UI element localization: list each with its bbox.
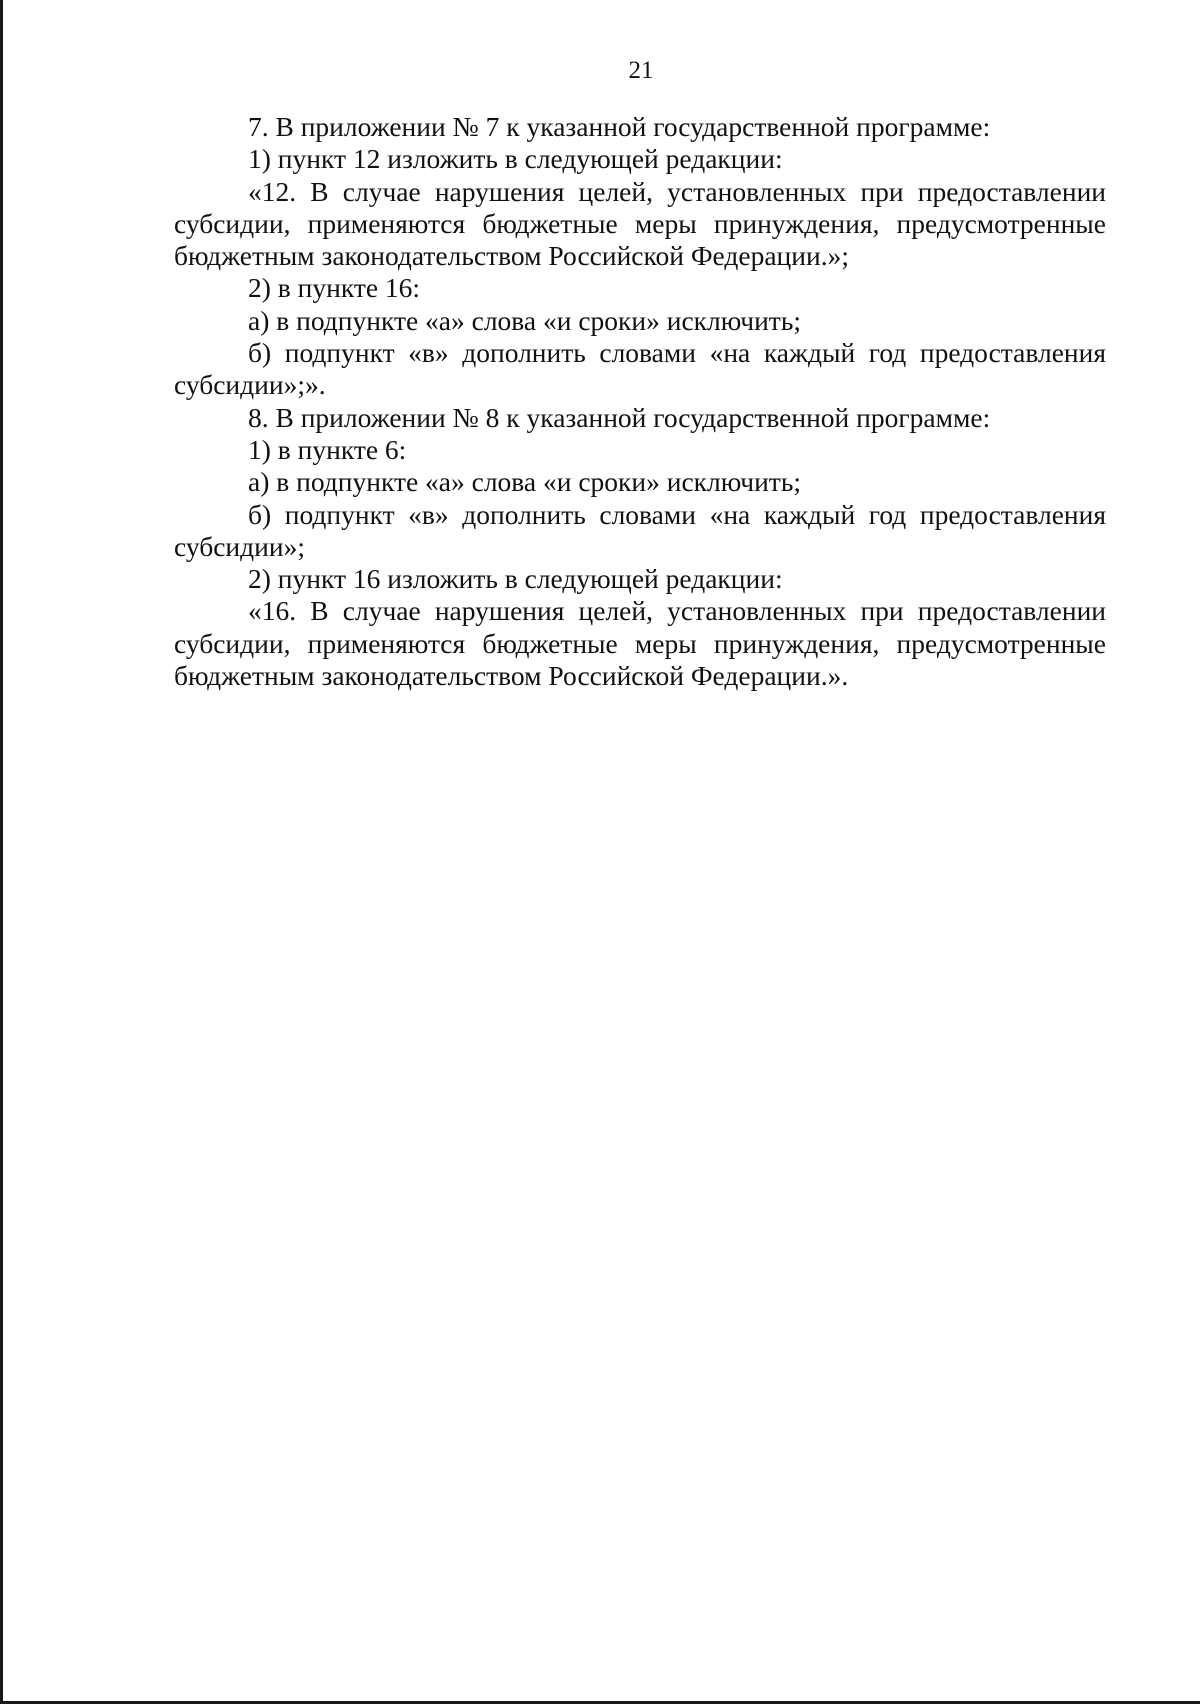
document-body [174, 111, 1106, 692]
paragraph-8-item-1-a: а) в подпункте «а» слова «и сроки» исключить; [248, 466, 802, 498]
paragraph-8-item-2: 2) пункт 16 изложить в следующей редакции: [248, 563, 783, 595]
page-number: 21 [628, 57, 654, 84]
paragraph-8-item-1: 1) в пункте 6: [248, 433, 407, 465]
paragraph-8-item-1-b: б) подпункт «в» дополнить словами «на каждый год предоставления субсидии»; [174, 498, 1106, 562]
paragraph-8-heading: 8. В приложении № 8 к указанной государственной программе: [248, 401, 991, 433]
paragraph-8-item-2-text: «16. В случае нарушения целей, установленных при предоставлении субсидии, применяются бюджетные меры принуждения, предусмотренные бюджетным законодательством Российской Федерации.». [174, 595, 1106, 692]
paragraph-7-heading: 7. В приложении № 7 к указанной государственной программе: [248, 111, 991, 142]
paragraph-7-item-1: 1) пункт 12 изложить в следующей редакции: [248, 143, 783, 175]
scan-border-left [0, 0, 3, 1704]
paragraph-7-item-2-a: а) в подпункте «а» слова «и сроки» исключить; [248, 304, 802, 336]
paragraph-7-item-1-text: «12. В случае нарушения целей, установленных при предоставлении субсидии, применяются бюджетные меры принуждения, предусмотренные бюджетным законодательством Российской Федерации.»; [174, 175, 1106, 272]
paragraph-7-item-2: 2) в пункте 16: [248, 272, 421, 304]
paragraph-7-item-2-b: б) подпункт «в» дополнить словами «на каждый год предоставления субсидии»;». [174, 337, 1106, 401]
